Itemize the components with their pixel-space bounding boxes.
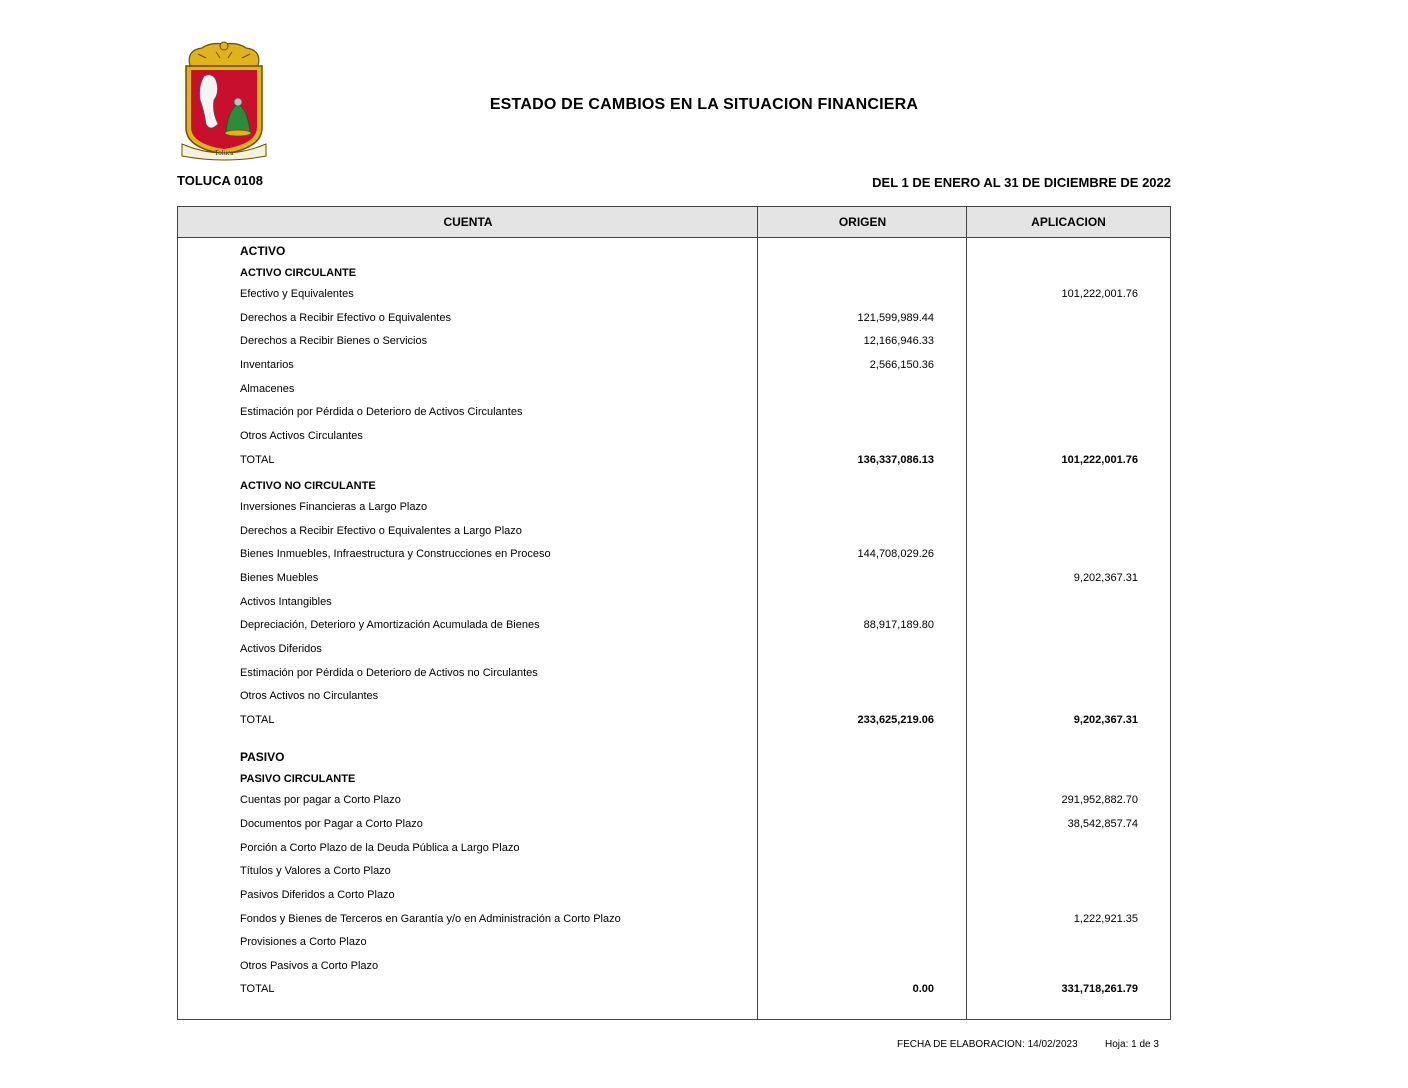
- origen-value: 0.00: [912, 983, 934, 995]
- aplicacion-value: 291,952,882.70: [1061, 794, 1138, 806]
- row-label: Depreciación, Deterioro y Amortización Acumulada de Bienes: [240, 619, 540, 631]
- aplicacion-value: 1,222,921.35: [1073, 913, 1138, 925]
- document-title: ESTADO DE CAMBIOS EN LA SITUACION FINANCIERA: [489, 96, 919, 113]
- row-label: Activos Intangibles: [240, 596, 332, 608]
- elaboration-date: FECHA DE ELABORACION: 14/02/2023: [897, 1039, 1078, 1050]
- row-label: ACTIVO CIRCULANTE: [240, 267, 357, 279]
- column-header-aplicacion: APLICACION: [1031, 215, 1106, 229]
- financial-table: [177, 206, 1171, 1020]
- origen-value: 2,566,150.36: [869, 359, 934, 371]
- row-label: Inversiones Financieras a Largo Plazo: [240, 501, 428, 513]
- row-label: Estimación por Pérdida o Deterioro de Activos Circulantes: [240, 406, 523, 418]
- logo-ribbon-text: Toluca: [214, 149, 234, 157]
- row-label: Porción a Corto Plazo de la Deuda Pública a Largo Plazo: [240, 842, 520, 854]
- row-label: TOTAL: [240, 983, 275, 995]
- report-period: DEL 1 DE ENERO AL 31 DE DICIEMBRE DE 2022: [872, 175, 1171, 190]
- row-label: ACTIVO NO CIRCULANTE: [240, 480, 376, 492]
- row-label: Inventarios: [240, 359, 294, 371]
- column-divider: [757, 207, 758, 1019]
- row-label: TOTAL: [240, 454, 275, 466]
- row-label: Otros Activos no Circulantes: [240, 690, 379, 702]
- row-label: Derechos a Recibir Efectivo o Equivalentes: [240, 312, 451, 324]
- row-label: Efectivo y Equivalentes: [240, 288, 354, 300]
- row-label: Activos Diferidos: [240, 643, 322, 655]
- row-label: Otros Pasivos a Corto Plazo: [240, 960, 379, 972]
- row-label: Derechos a Recibir Efectivo o Equivalentes a Largo Plazo: [240, 525, 522, 537]
- row-label: Bienes Muebles: [240, 572, 319, 584]
- entity-name: TOLUCA 0108: [177, 173, 263, 188]
- row-label: Cuentas por pagar a Corto Plazo: [240, 794, 401, 806]
- aplicacion-value: 331,718,261.79: [1061, 983, 1138, 995]
- aplicacion-value: 101,222,001.76: [1061, 454, 1138, 466]
- row-label: Fondos y Bienes de Terceros en Garantía y/o en Administración a Corto Plazo: [240, 913, 621, 925]
- column-divider: [966, 207, 967, 1019]
- row-label: Derechos a Recibir Bienes o Servicios: [240, 335, 428, 347]
- origen-value: 233,625,219.06: [857, 714, 934, 726]
- origen-value: 144,708,029.26: [857, 548, 934, 560]
- origen-value: 88,917,189.80: [863, 619, 934, 631]
- row-label: Bienes Inmuebles, Infraestructura y Construcciones en Proceso: [240, 548, 551, 560]
- row-label: ACTIVO: [240, 244, 286, 258]
- row-label: Pasivos Diferidos a Corto Plazo: [240, 889, 395, 901]
- row-label: Títulos y Valores a Corto Plazo: [240, 865, 391, 877]
- row-label: PASIVO: [240, 750, 285, 764]
- row-label: Almacenes: [240, 383, 295, 395]
- row-label: PASIVO CIRCULANTE: [240, 773, 356, 785]
- aplicacion-value: 9,202,367.31: [1073, 572, 1138, 584]
- row-label: TOTAL: [240, 714, 275, 726]
- table-header: [178, 207, 1170, 238]
- origen-value: 121,599,989.44: [857, 312, 934, 324]
- page-number: Hoja: 1 de 3: [1105, 1039, 1159, 1050]
- aplicacion-value: 101,222,001.76: [1061, 288, 1138, 300]
- column-header-cuenta: CUENTA: [443, 215, 493, 229]
- column-header-origen: ORIGEN: [838, 215, 887, 229]
- row-label: Otros Activos Circulantes: [240, 430, 363, 442]
- aplicacion-value: 9,202,367.31: [1073, 714, 1138, 726]
- row-label: Documentos por Pagar a Corto Plazo: [240, 818, 423, 830]
- origen-value: 136,337,086.13: [857, 454, 934, 466]
- row-label: Provisiones a Corto Plazo: [240, 936, 367, 948]
- aplicacion-value: 38,542,857.74: [1067, 818, 1138, 830]
- origen-value: 12,166,946.33: [863, 335, 934, 347]
- row-label: Estimación por Pérdida o Deterioro de Activos no Circulantes: [240, 667, 538, 679]
